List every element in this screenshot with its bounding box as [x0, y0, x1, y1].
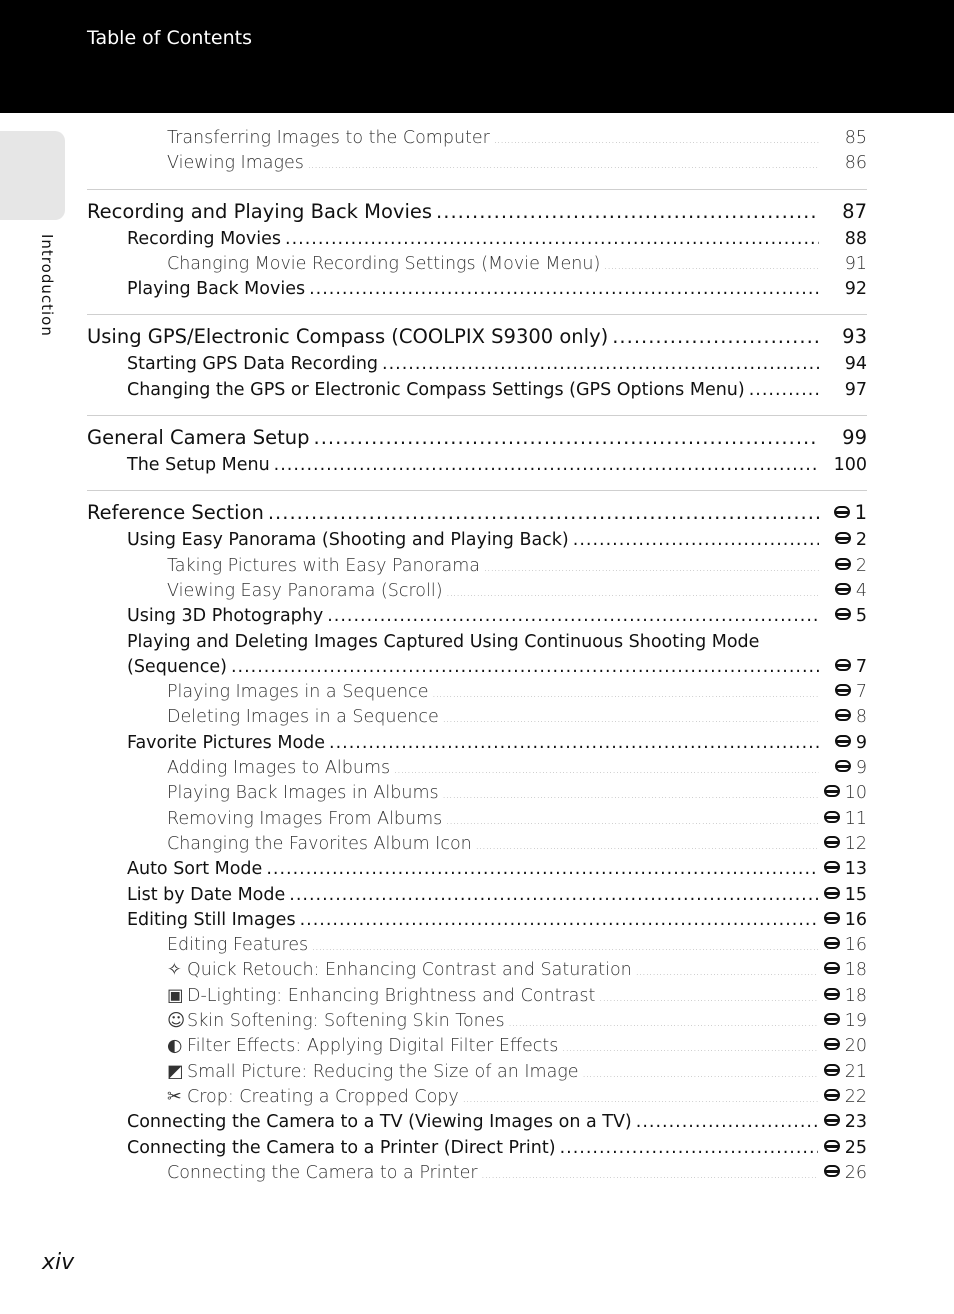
toc-entry-title: Connecting the Camera to a Printer (Direct Print) — [127, 1137, 556, 1158]
toc-entry-page: 1 — [854, 501, 867, 525]
toc-entry[interactable] — [87, 781, 867, 806]
toc-entry-title: Viewing Images — [167, 153, 304, 174]
toc-entry-title: Small Picture: Reducing the Size of an Image — [187, 1061, 579, 1082]
quick-retouch-icon: ✧ — [167, 960, 182, 981]
toc-entry-page: 22 — [844, 1086, 867, 1107]
toc-entry-page: 23 — [844, 1112, 867, 1133]
toc-entry-title: Removing Images From Albums — [167, 808, 443, 829]
reference-section-icon — [822, 1163, 844, 1180]
toc-entry-title: Using Easy Panorama (Shooting and Playing Back) — [127, 530, 569, 551]
toc-entry[interactable] — [87, 807, 867, 832]
page-header — [0, 0, 954, 113]
toc-entry-page: 97 — [844, 379, 867, 400]
toc-entry-page: 18 — [844, 960, 867, 981]
reference-section-icon — [833, 657, 855, 674]
toc-entry[interactable] — [87, 579, 867, 604]
dot-leader — [433, 680, 819, 708]
dot-leader — [476, 832, 818, 860]
reference-section-icon — [822, 809, 844, 826]
toc-entry-title: Using GPS/Electronic Compass (COOLPIX S9300 only) — [87, 325, 609, 349]
reference-section-icon — [833, 682, 855, 699]
dot-leader — [285, 227, 819, 252]
toc-entry[interactable] — [87, 498, 867, 528]
dot-leader — [231, 655, 819, 680]
toc-entry[interactable] — [87, 984, 867, 1009]
reference-section-icon — [822, 885, 844, 902]
toc-entry-page: 91 — [844, 253, 867, 274]
toc-entry[interactable] — [87, 1009, 867, 1034]
dot-leader — [573, 528, 819, 553]
reference-section-icon — [822, 1087, 844, 1104]
dot-leader — [494, 126, 819, 154]
dot-leader — [612, 322, 819, 352]
toc-entry-page: 16 — [844, 935, 867, 956]
dot-leader — [312, 933, 818, 961]
toc-entry[interactable] — [87, 908, 867, 933]
toc-entry-title: Viewing Easy Panorama (Scroll) — [167, 580, 443, 601]
toc-entry-page: 85 — [844, 128, 867, 148]
toc-entry-page: 2 — [855, 530, 867, 551]
toc-entry-title: Starting GPS Data Recording — [127, 354, 379, 375]
dot-leader — [636, 958, 818, 986]
section-tab-label: Introduction — [38, 234, 56, 337]
toc-entry[interactable] — [87, 604, 867, 629]
toc-entry[interactable] — [87, 883, 867, 908]
toc-entry-page: 7 — [855, 656, 867, 677]
toc-entry-page: 12 — [844, 833, 867, 854]
toc-entry-title: Skin Softening: Softening Skin Tones — [187, 1011, 505, 1032]
toc-entry-title: Playing Back Movies — [127, 279, 306, 300]
dot-leader — [329, 731, 819, 756]
dot-leader — [636, 1110, 818, 1135]
toc-entry[interactable] — [87, 528, 867, 553]
dot-leader — [482, 1161, 818, 1189]
toc-entry-title: General Camera Setup — [87, 426, 310, 450]
toc-entry[interactable] — [87, 1136, 867, 1161]
toc-entry[interactable] — [87, 705, 867, 730]
small-picture-icon: ◩ — [167, 1061, 184, 1082]
dot-leader — [327, 604, 819, 629]
reference-section-icon — [822, 960, 844, 977]
dot-leader — [560, 1136, 818, 1161]
toc-entry[interactable] — [87, 1085, 867, 1110]
dot-leader — [509, 1009, 818, 1037]
toc-entry[interactable] — [87, 731, 867, 756]
toc-entry-page: 21 — [844, 1061, 867, 1082]
toc-entry[interactable] — [87, 126, 867, 151]
toc-entry-page: 13 — [844, 859, 867, 880]
reference-section-icon — [833, 733, 855, 750]
toc-entry-page: 25 — [844, 1137, 867, 1158]
d-lighting-icon: ▣ — [167, 985, 184, 1006]
toc-entry-page: 9 — [855, 758, 867, 779]
toc-entry-title: Recording and Playing Back Movies — [87, 199, 433, 223]
toc-entry[interactable] — [87, 832, 867, 857]
toc-entry-page: 100 — [833, 455, 867, 476]
section-divider — [87, 189, 867, 190]
toc-entry-page: 18 — [844, 985, 867, 1006]
section-tab — [0, 131, 65, 220]
dot-leader — [443, 705, 819, 733]
toc-entry[interactable] — [87, 958, 867, 983]
dot-leader — [484, 554, 819, 582]
toc-entry-title: D-Lighting: Enhancing Brightness and Contrast — [187, 985, 596, 1006]
toc-entry-page: 20 — [844, 1036, 867, 1057]
toc-entry-title: Connecting the Camera to a TV (Viewing Images on a TV) — [127, 1112, 632, 1133]
dot-leader — [308, 151, 819, 179]
reference-section-icon — [822, 986, 844, 1003]
page-number: xiv — [42, 1250, 75, 1275]
dot-leader — [749, 378, 819, 403]
toc-entry-title: Transferring Images to the Computer — [167, 128, 490, 148]
toc-entry-title: Playing and Deleting Images Captured Using Continuous Shooting Mode — [127, 631, 760, 652]
toc-entry-title: Connecting the Camera to a Printer — [167, 1162, 478, 1183]
toc-entry[interactable] — [87, 554, 867, 579]
reference-section-icon — [833, 530, 855, 547]
toc-entry-title: List by Date Mode — [127, 884, 286, 905]
toc-entry-title: Changing the Favorites Album Icon — [167, 833, 472, 854]
dot-leader — [266, 857, 817, 882]
toc-entry-title: Changing the GPS or Electronic Compass Settings (GPS Options Menu) — [127, 379, 745, 400]
toc-entry-title: Recording Movies — [127, 228, 281, 249]
dot-leader — [583, 1060, 818, 1088]
toc-entry-title: Adding Images to Albums — [167, 758, 391, 779]
dot-leader — [604, 252, 819, 280]
dot-leader — [443, 781, 818, 809]
reference-section-icon — [822, 910, 844, 927]
section-divider — [87, 314, 867, 315]
dot-leader — [268, 498, 819, 528]
toc-entry[interactable] — [87, 655, 867, 680]
dot-leader — [446, 807, 817, 835]
reference-section-icon — [822, 935, 844, 952]
toc-entry[interactable] — [87, 378, 867, 403]
crop-icon: ✂ — [167, 1086, 182, 1107]
toc-entry-title: Using 3D Photography — [127, 606, 324, 627]
toc-entry-page: 5 — [855, 606, 867, 627]
section-divider — [87, 490, 867, 491]
reference-section-icon — [822, 783, 844, 800]
toc-entry[interactable] — [87, 1034, 867, 1059]
toc-entry-title: (Sequence) — [127, 656, 227, 677]
reference-section-icon — [822, 1062, 844, 1079]
reference-section-icon — [833, 581, 855, 598]
table-of-contents — [87, 126, 867, 1186]
toc-entry-title: Changing Movie Recording Settings (Movie Menu) — [167, 253, 601, 274]
toc-entry-title: Crop: Creating a Cropped Copy — [187, 1086, 459, 1107]
toc-entry[interactable] — [87, 252, 867, 277]
toc-entry-page: 93 — [842, 325, 867, 349]
toc-entry[interactable] — [87, 1060, 867, 1085]
toc-entry-page: 16 — [844, 909, 867, 930]
toc-entry[interactable] — [87, 352, 867, 377]
toc-entry-page: 8 — [855, 707, 867, 728]
toc-entry-page: 15 — [844, 884, 867, 905]
dot-leader — [447, 579, 819, 607]
toc-entry[interactable] — [87, 630, 867, 655]
toc-entry-title: Auto Sort Mode — [127, 859, 263, 880]
dot-leader — [314, 423, 819, 453]
toc-entry-page: 11 — [844, 808, 867, 829]
reference-section-icon — [822, 1011, 844, 1028]
toc-entry[interactable] — [87, 453, 867, 478]
toc-entry-title: Playing Images in a Sequence — [167, 682, 429, 703]
reference-section-icon — [833, 606, 855, 623]
toc-entry[interactable] — [87, 227, 867, 252]
reference-section-icon — [822, 834, 844, 851]
toc-entry-page: 7 — [855, 682, 867, 703]
toc-entry-page: 88 — [844, 228, 867, 249]
toc-entry-page: 87 — [842, 199, 867, 223]
reference-section-icon — [822, 1138, 844, 1155]
dot-leader — [309, 277, 819, 302]
toc-entry-title: Playing Back Images in Albums — [167, 783, 439, 804]
toc-entry[interactable] — [87, 423, 867, 453]
toc-entry-page: 94 — [844, 354, 867, 375]
toc-entry[interactable] — [87, 756, 867, 781]
toc-entry[interactable] — [87, 857, 867, 882]
dot-leader — [300, 908, 818, 933]
toc-entry-page: 4 — [855, 580, 867, 601]
dot-leader — [599, 984, 817, 1012]
toc-entry-title: Filter Effects: Applying Digital Filter Effects — [187, 1036, 559, 1057]
toc-entry-title: Reference Section — [87, 501, 264, 525]
dot-leader — [289, 883, 817, 908]
dot-leader — [562, 1034, 817, 1062]
dot-leader — [394, 756, 819, 784]
toc-entry-title: The Setup Menu — [127, 455, 270, 476]
filter-effects-icon: ◐ — [167, 1036, 183, 1057]
toc-entry[interactable] — [87, 322, 867, 352]
toc-entry-page: 26 — [844, 1162, 867, 1183]
reference-section-icon — [833, 758, 855, 775]
dot-leader — [436, 197, 819, 227]
toc-entry[interactable] — [87, 1161, 867, 1186]
header-title: Table of Contents — [87, 27, 252, 49]
reference-section-icon — [832, 504, 854, 521]
skin-softening-icon: ☺ — [167, 1011, 186, 1032]
toc-entry-page: 9 — [855, 732, 867, 753]
toc-entry-page: 99 — [842, 426, 867, 450]
toc-entry[interactable] — [87, 277, 867, 302]
toc-entry[interactable] — [87, 197, 867, 227]
reference-section-icon — [822, 859, 844, 876]
toc-entry-title: Favorite Pictures Mode — [127, 732, 326, 753]
dot-leader — [382, 352, 819, 377]
toc-entry-title: Quick Retouch: Enhancing Contrast and Saturation — [187, 960, 632, 981]
toc-entry-page: 92 — [844, 279, 867, 300]
toc-entry[interactable] — [87, 933, 867, 958]
reference-section-icon — [833, 707, 855, 724]
toc-entry-title: Deleting Images in a Sequence — [167, 707, 439, 728]
dot-leader — [274, 453, 819, 478]
reference-section-icon — [822, 1036, 844, 1053]
toc-entry-page: 19 — [844, 1011, 867, 1032]
reference-section-icon — [822, 1112, 844, 1129]
toc-entry-page: 86 — [844, 153, 867, 174]
section-divider — [87, 415, 867, 416]
dot-leader — [463, 1085, 818, 1113]
toc-entry-title: Editing Features — [167, 935, 309, 956]
toc-entry-title: Taking Pictures with Easy Panorama — [167, 555, 481, 576]
toc-entry[interactable] — [87, 151, 867, 176]
toc-entry[interactable] — [87, 680, 867, 705]
toc-entry-page: 10 — [844, 783, 867, 804]
toc-entry-page: 2 — [855, 555, 867, 576]
reference-section-icon — [833, 556, 855, 573]
toc-entry-title: Editing Still Images — [127, 909, 296, 930]
toc-entry[interactable] — [87, 1110, 867, 1135]
